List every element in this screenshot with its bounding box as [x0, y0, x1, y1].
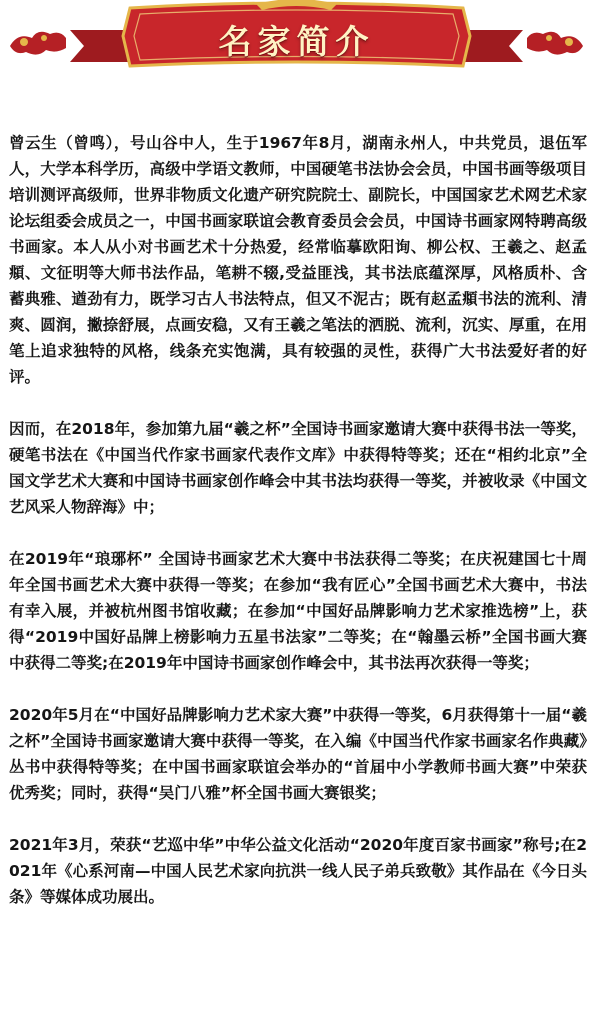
paragraph-introduction: 曾云生（曾鸣），号山谷中人，生于1967年8月，湖南永州人，中共党员，退伍军人，大学本科学历，高级中学语文教师，中国硬笔书法协会会员，中国书画等级项目培训测评高级师，世界非物质文化遗产研究院院士、副院长，中国国家艺术网艺术家论坛组委会成员之一，中国书画家联谊会教育委员会会员，中国诗书画家网特聘高级书画家。本人从小对书画艺术十分热爱，经常临摹欧阳询、柳公权、王羲之、赵孟頫、文征明等大师书法作品，笔耕不辍,受益匪浅，其书法底蕴深厚，风格质朴、含蓄典雅、遒劲有力，既学习古人书法特点，但又不泥古；既有赵孟頫书法的流利、清爽、圆润，撇捺舒展，点画安稳，又有王羲之笔法的洒脱、流利，沉实、厚重，在用笔上追求独特的风格，线条充实饱满，具有较强的灵性，获得广大书法爱好者的好评。 [9, 134, 587, 386]
biography-body [9, 130, 587, 910]
paragraph-awards-2018: 因而，在2018年，参加第九届“羲之杯”全国诗书画家邀请大赛中获得书法一等奖，硬笔书法在《中国当代作家书画家代表作文库》中获得特等奖；还在“相约北京”全国文学艺术大赛和中国诗书画家创作峰会中其书法均获得一等奖，并被收录《中国文艺风采人物辞海》中； [9, 420, 587, 516]
paragraph-awards-2020: 2020年5月在“中国好品牌影响力艺术家大赛”中获得一等奖，6月获得第十一届“羲之杯”全国诗书画家邀请大赛中获得一等奖，在入编《中国当代作家书画家名作典藏》丛书中获得特等奖；在中国书画家联谊会举办的“首届中小学教师书画大赛”中荣获优秀奖；同时，获得“吴门八雅”杯全国书画大赛银奖； [9, 706, 587, 802]
title-banner [0, 0, 593, 78]
paragraph-awards-2019: 在2019年“琅琊杯” 全国诗书画家艺术大赛中书法获得二等奖；在庆祝建国七十周年全国书画艺术大赛中获得一等奖；在参加“我有匠心”全国书画艺术大赛中，书法有幸入展，并被杭州图书馆收藏；在参加“中国好品牌影响力艺术家推选榜”上，获得“2019中国好品牌上榜影响力五星书法家”二等奖；在“翰墨云桥”全国书画大赛中获得二等奖;在2019年中国诗书画家创作峰会中，其书法再次获得一等奖； [9, 550, 587, 672]
page-title: 名家简介 [218, 22, 375, 61]
paragraph-awards-2021: 2021年3月，荣获“艺巡中华”中华公益文化活动“2020年度百家书画家”称号;在2021年《心系河南—中国人民艺术家向抗洪一线人民子弟兵致敬》其作品在《今日头条》等媒体成功展出。 [9, 836, 587, 906]
